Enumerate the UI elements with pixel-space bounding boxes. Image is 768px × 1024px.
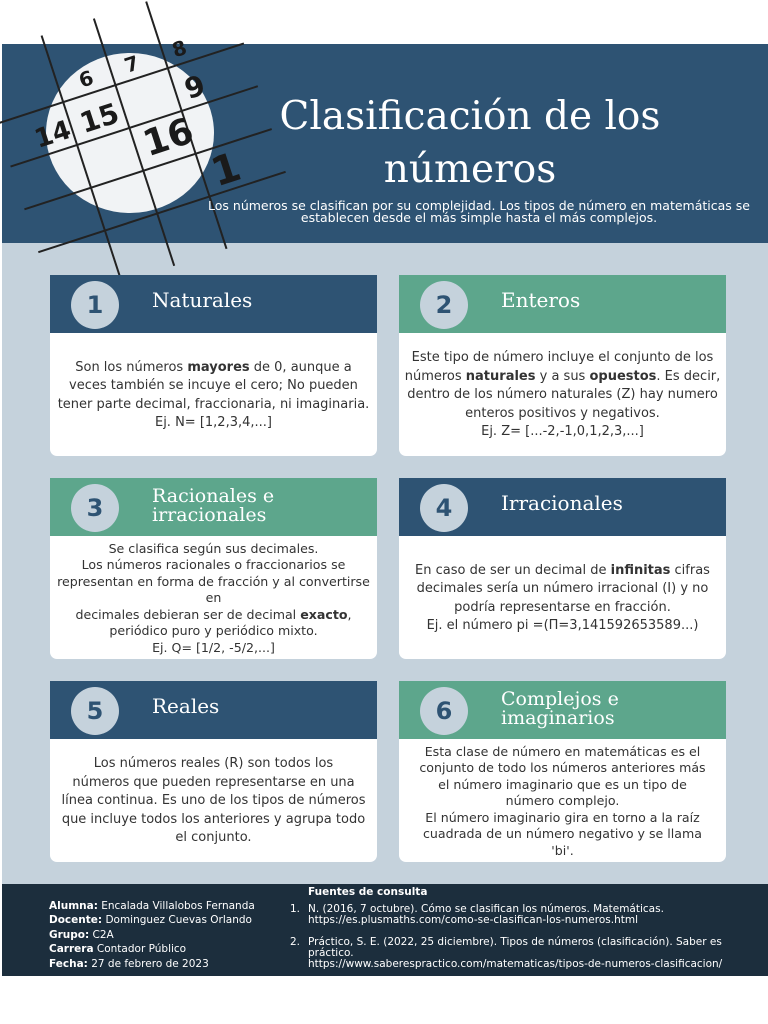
sources <box>290 887 760 981</box>
card-text <box>415 562 710 636</box>
card-text-line: Los números racionales o fraccionarios se <box>81 557 346 573</box>
emphasis: infinitas <box>610 562 671 578</box>
card-text-line: Ej. el número pi =(Π=3,141592653589...) <box>426 618 699 633</box>
card-body <box>399 741 726 862</box>
teacher-name: Dominguez Cuevas Orlando <box>105 914 252 927</box>
card-text-line: Ej. Q= [1/2, -5/2,...] <box>152 639 275 655</box>
card-number-badge: 5 <box>71 687 119 735</box>
career-value: Contador Público <box>96 943 187 956</box>
date-value: 27 de febrero de 2023 <box>91 957 209 970</box>
card-body <box>50 741 377 862</box>
teacher-label: Docente: <box>49 914 103 927</box>
group-value: C2A <box>92 928 114 941</box>
card-text-line: 'bi'. <box>551 842 574 858</box>
card-text-line: Este tipo de número incluye el conjunto de los <box>411 350 714 366</box>
source-link[interactable]: https://es.plusmaths.com/como-se-clasifican-los-numeros.html <box>308 914 638 926</box>
card-number-badge: 1 <box>71 281 119 329</box>
card-text <box>419 744 705 860</box>
calendar-digit: 6 <box>75 65 97 93</box>
card-racionales <box>50 478 377 659</box>
date-label: Fecha: <box>49 957 88 970</box>
page-subtitle: Los números se clasifican por su complejidad. Los tipos de número en matemáticas se establecen desde el más simple hasta el más complejos. <box>208 198 750 225</box>
footer <box>2 884 768 976</box>
student-info <box>49 899 255 971</box>
calendar-digit: 9 <box>180 68 210 106</box>
card-number-badge: 3 <box>71 484 119 532</box>
card-irracionales <box>399 478 726 659</box>
card-header <box>399 681 726 739</box>
card-reales <box>50 681 377 862</box>
source-citation: Práctico, S. E. (2022, 25 diciembre). Tipos de números (clasificación). Saber es práctico. <box>308 936 722 959</box>
card-text-line: el conjunto. <box>175 830 252 846</box>
card-title: Naturales <box>152 288 253 312</box>
student-name: Encalada Villalobos Fernanda <box>101 900 255 912</box>
card-text <box>62 755 366 848</box>
card-enteros <box>399 275 726 456</box>
card-header <box>399 275 726 333</box>
calendar-digit: 7 <box>121 50 143 78</box>
card-number-badge: 4 <box>420 484 468 532</box>
card-title: Racionales e irracionales <box>152 485 275 526</box>
calendar-photo <box>31 35 247 213</box>
card-number-badge: 6 <box>420 687 468 735</box>
card-title: Complejos e imaginarios <box>501 688 619 729</box>
card-text-line: Ej. Z= [...-2,-1,0,1,2,3,...] <box>481 424 644 440</box>
card-text-line: periódico puro y periódico mixto. <box>109 623 318 639</box>
card-text-line: En caso de ser un decimal de infinitas cifras <box>415 562 710 578</box>
emphasis: naturales <box>465 368 536 384</box>
card-body <box>399 538 726 659</box>
calendar-digit: 15 <box>75 96 124 140</box>
card-header <box>50 478 377 536</box>
card-text-line: línea continua. Es uno de los tipos de números <box>61 793 366 809</box>
source-number: 1. <box>290 903 301 915</box>
calendar-digit: 8 <box>168 35 190 63</box>
emphasis: opuestos <box>589 368 657 384</box>
source-number: 2. <box>290 936 301 948</box>
card-text-line: números que pueden representarse en una <box>72 774 355 790</box>
card-header <box>50 681 377 739</box>
card-text-line: Ej. N= [1,2,3,4,...] <box>154 415 272 430</box>
card-text <box>405 349 721 442</box>
card-text <box>58 359 370 433</box>
card-text-line: decimales sería un número irracional (I) y no <box>416 581 709 596</box>
card-text-line: números naturales y a sus opuestos. Es decir, <box>404 368 721 384</box>
card-text-line: Esta clase de número en matemáticas es el <box>424 743 701 759</box>
source-link[interactable]: https://www.saberespractico.com/matematicas/tipos-de-numeros-clasificacion/ <box>308 958 723 970</box>
card-header <box>399 478 726 536</box>
card-complejos <box>399 681 726 862</box>
student-label: Alumna: <box>49 900 98 912</box>
card-text-line: tener parte decimal, fraccionaria, ni imaginaria. <box>57 396 370 412</box>
career-label: Carrera <box>49 943 94 956</box>
card-text-line: conjunto de todo los números anteriores más <box>419 760 706 776</box>
card-number-badge: 2 <box>420 281 468 329</box>
card-text-line: enteros positivos y negativos. <box>465 405 660 421</box>
calendar-image <box>31 35 247 213</box>
card-text-line: dentro de los número naturales (Z) hay numero <box>407 387 718 403</box>
card-body <box>50 335 377 456</box>
source-item <box>290 904 760 926</box>
page-title: Clasificación de los números <box>279 94 661 192</box>
card-text-line: Son los números mayores de 0, aunque a <box>75 359 352 375</box>
source-citation: N. (2016, 7 octubre). Cómo se clasifican los números. Matemáticas. <box>308 903 664 915</box>
card-text-line: número complejo. <box>505 793 620 809</box>
card-text-line: veces también se incuye el cero; No pueden <box>69 378 358 393</box>
source-item <box>290 937 760 970</box>
card-title: Irracionales <box>501 491 623 515</box>
sources-title: Fuentes de consulta <box>308 886 428 898</box>
group-label: Grupo: <box>49 928 90 941</box>
card-naturales <box>50 275 377 456</box>
emphasis: mayores <box>187 359 250 375</box>
card-text-line: que incluye todos los anteriores y agrupa todo <box>61 811 366 827</box>
calendar-digit: 14 <box>31 115 75 155</box>
card-text-line: Se clasifica según sus decimales. <box>108 540 319 556</box>
card-header <box>50 275 377 333</box>
card-body <box>50 538 377 659</box>
card-body <box>399 335 726 456</box>
card-text-line: cuadrada de un número negativo y se llama <box>422 826 703 842</box>
card-title: Enteros <box>501 288 581 312</box>
card-text-line: Los números reales (R) son todos los <box>93 756 334 772</box>
card-text-line: podría representarse en fracción. <box>454 599 671 615</box>
card-text-line: representan en forma de fracción y al convertirse en <box>57 573 370 606</box>
calendar-digit: 1 <box>205 143 247 197</box>
card-text-line: decimales debieran ser de decimal exacto, <box>75 606 352 622</box>
calendar-digit: 16 <box>138 110 199 166</box>
emphasis: exacto <box>300 606 348 622</box>
card-text-line: El número imaginario gira en torno a la raíz <box>425 809 700 825</box>
card-text-line: el número imaginario que es un tipo de <box>438 776 687 792</box>
card-title: Reales <box>152 694 220 718</box>
card-text <box>52 541 375 657</box>
